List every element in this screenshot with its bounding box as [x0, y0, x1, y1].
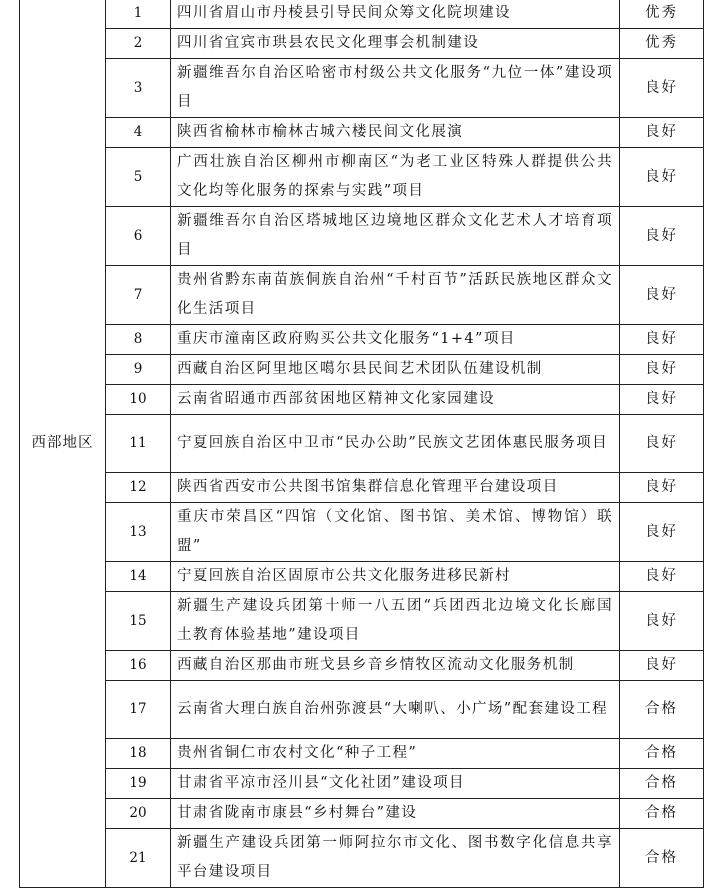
- table-row: [20, 651, 704, 681]
- project-name: 陕西省西安市公共图书馆集群信息化管理平台建设项目: [171, 473, 620, 503]
- table-row: [20, 0, 704, 29]
- project-name: 广西壮族自治区柳州市柳南区“为老工业区特殊人群提供公共文化均等化服务的探索与实践”项目: [171, 148, 620, 207]
- row-number: 12: [106, 473, 171, 503]
- table-row: [20, 207, 704, 266]
- table-row: [20, 829, 704, 888]
- grade-cell: 良好: [620, 118, 704, 148]
- table-row: [20, 266, 704, 325]
- grade-cell: 良好: [620, 385, 704, 415]
- row-number: 16: [106, 651, 171, 681]
- row-number: 3: [106, 59, 171, 118]
- row-number: 5: [106, 148, 171, 207]
- table-row: [20, 118, 704, 148]
- row-number: 19: [106, 769, 171, 799]
- table-row: [20, 592, 704, 651]
- project-name: 甘肃省陇南市康县“乡村舞台”建设: [171, 799, 620, 829]
- project-name: 四川省宜宾市珙县农民文化理事会机制建设: [171, 29, 620, 59]
- grade-cell: 良好: [620, 473, 704, 503]
- row-number: 7: [106, 266, 171, 325]
- row-number: 1: [106, 0, 171, 29]
- results-table: [19, 0, 704, 888]
- grade-cell: 良好: [620, 562, 704, 592]
- grade-cell: 良好: [620, 503, 704, 562]
- row-number: 11: [106, 415, 171, 473]
- table-row: [20, 473, 704, 503]
- grade-cell: 良好: [620, 415, 704, 473]
- grade-cell: 良好: [620, 148, 704, 207]
- project-name: 重庆市荣昌区“四馆（文化馆、图书馆、美术馆、博物馆）联盟”: [171, 503, 620, 562]
- table-row: [20, 59, 704, 118]
- table-row: [20, 503, 704, 562]
- table-row: [20, 739, 704, 769]
- grade-cell: 良好: [620, 325, 704, 355]
- table-body: [20, 0, 704, 888]
- project-name: 陕西省榆林市榆林古城六楼民间文化展演: [171, 118, 620, 148]
- grade-cell: 合格: [620, 739, 704, 769]
- row-number: 17: [106, 681, 171, 739]
- row-number: 21: [106, 829, 171, 888]
- table-row: [20, 325, 704, 355]
- grade-cell: 优秀: [620, 0, 704, 29]
- row-number: 9: [106, 355, 171, 385]
- row-number: 10: [106, 385, 171, 415]
- table-row: [20, 415, 704, 473]
- project-name: 宁夏回族自治区固原市公共文化服务进移民新村: [171, 562, 620, 592]
- project-name: 新疆维吾尔自治区塔城地区边境地区群众文化艺术人才培育项目: [171, 207, 620, 266]
- project-name: 云南省大理白族自治州弥渡县“大喇叭、小广场”配套建设工程: [171, 681, 620, 739]
- table-row: [20, 385, 704, 415]
- row-number: 14: [106, 562, 171, 592]
- row-number: 18: [106, 739, 171, 769]
- project-name: 四川省眉山市丹棱县引导民间众筹文化院坝建设: [171, 0, 620, 29]
- row-number: 15: [106, 592, 171, 651]
- row-number: 8: [106, 325, 171, 355]
- project-name: 西藏自治区那曲市班戈县乡音乡情牧区流动文化服务机制: [171, 651, 620, 681]
- project-name: 甘肃省平凉市泾川县“文化社团”建设项目: [171, 769, 620, 799]
- grade-cell: 良好: [620, 651, 704, 681]
- table-row: [20, 681, 704, 739]
- project-name: 新疆维吾尔自治区哈密市村级公共文化服务“九位一体”建设项目: [171, 59, 620, 118]
- row-number: 2: [106, 29, 171, 59]
- row-number: 13: [106, 503, 171, 562]
- grade-cell: 良好: [620, 592, 704, 651]
- project-name: 贵州省黔东南苗族侗族自治州“千村百节”活跃民族地区群众文化生活项目: [171, 266, 620, 325]
- table-row: [20, 29, 704, 59]
- project-name: 西藏自治区阿里地区噶尔县民间艺术团队伍建设机制: [171, 355, 620, 385]
- project-name: 贵州省铜仁市农村文化“种子工程”: [171, 739, 620, 769]
- table-row: [20, 148, 704, 207]
- region-cell: 西部地区: [20, 0, 106, 888]
- project-name: 重庆市潼南区政府购买公共文化服务“1+4”项目: [171, 325, 620, 355]
- table-row: [20, 562, 704, 592]
- grade-cell: 合格: [620, 799, 704, 829]
- grade-cell: 合格: [620, 829, 704, 888]
- row-number: 6: [106, 207, 171, 266]
- grade-cell: 良好: [620, 266, 704, 325]
- table-row: [20, 799, 704, 829]
- row-number: 20: [106, 799, 171, 829]
- grade-cell: 合格: [620, 769, 704, 799]
- project-name: 新疆生产建设兵团第十师一八五团“兵团西北边境文化长廊国土教育体验基地”建设项目: [171, 592, 620, 651]
- grade-cell: 良好: [620, 207, 704, 266]
- project-name: 宁夏回族自治区中卫市“民办公助”民族文艺团体惠民服务项目: [171, 415, 620, 473]
- grade-cell: 良好: [620, 59, 704, 118]
- grade-cell: 合格: [620, 681, 704, 739]
- grade-cell: 优秀: [620, 29, 704, 59]
- project-name: 云南省昭通市西部贫困地区精神文化家园建设: [171, 385, 620, 415]
- row-number: 4: [106, 118, 171, 148]
- grade-cell: 良好: [620, 355, 704, 385]
- table-row: [20, 769, 704, 799]
- project-name: 新疆生产建设兵团第一师阿拉尔市文化、图书数字化信息共享平台建设项目: [171, 829, 620, 888]
- table-row: [20, 355, 704, 385]
